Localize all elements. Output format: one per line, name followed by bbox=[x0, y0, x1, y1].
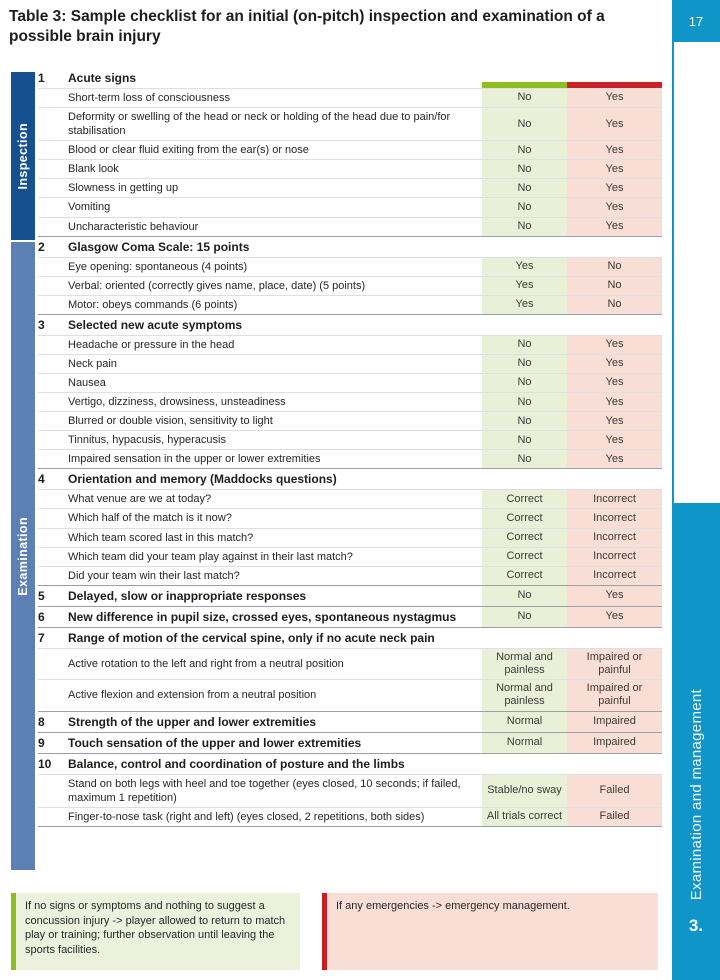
no-concussion-note-text: If no signs or symptoms and nothing to suggest a concussion injury -> player allowed to return to match play or training; further observation until leaving the sports facilities. bbox=[25, 900, 286, 956]
row-number-spacer bbox=[38, 490, 68, 508]
answer-bad-cell: Yes bbox=[567, 108, 662, 140]
question-row bbox=[38, 107, 662, 140]
table-section bbox=[38, 732, 662, 753]
answer-bad-cell: Incorrect bbox=[567, 490, 662, 508]
rail-spacer bbox=[672, 42, 720, 503]
answer-good-cell: Normal and painless bbox=[482, 680, 567, 710]
question-text: Which team did your team play against in their last match? bbox=[68, 550, 353, 563]
answer-bad-cell: No bbox=[567, 277, 662, 295]
answer-good-cell: Yes bbox=[482, 296, 567, 314]
question-row bbox=[38, 648, 662, 679]
row-number-spacer bbox=[38, 218, 68, 236]
row-number-spacer bbox=[38, 393, 68, 411]
row-number-spacer bbox=[38, 509, 68, 527]
answer-bad-cell: Yes bbox=[567, 607, 662, 627]
row-number-spacer bbox=[38, 649, 68, 679]
answer-bad-cell: No bbox=[567, 296, 662, 314]
row-number-spacer bbox=[38, 808, 68, 826]
answer-good-cell: Correct bbox=[482, 548, 567, 566]
row-number-spacer bbox=[38, 567, 68, 585]
question-row bbox=[38, 449, 662, 468]
answer-bad-cell: Impaired or painful bbox=[567, 680, 662, 710]
row-number-spacer bbox=[38, 775, 68, 807]
answer-good-cell: No bbox=[482, 160, 567, 178]
row-number-spacer bbox=[38, 336, 68, 354]
question-row bbox=[38, 140, 662, 159]
answer-good-cell: No bbox=[482, 218, 567, 236]
question-row bbox=[38, 807, 662, 826]
section-number: 4 bbox=[38, 472, 45, 487]
section-header-row bbox=[38, 733, 662, 753]
answer-good-cell: No bbox=[482, 89, 567, 107]
question-text: Motor: obeys commands (6 points) bbox=[68, 298, 238, 311]
section-title: Range of motion of the cervical spine, only if no acute neck pain bbox=[68, 630, 435, 645]
section-title: New difference in pupil size, crossed eyes, spontaneous nystagmus bbox=[68, 609, 457, 624]
section-number: 10 bbox=[38, 756, 52, 771]
answer-good-cell: No bbox=[482, 450, 567, 468]
answer-good-cell: No bbox=[482, 374, 567, 392]
question-row bbox=[38, 276, 662, 295]
section-number: 3 bbox=[38, 317, 45, 332]
phase-bar-inspection bbox=[11, 72, 35, 240]
row-number-spacer bbox=[38, 431, 68, 449]
row-number-spacer bbox=[38, 412, 68, 430]
question-row bbox=[38, 430, 662, 449]
answer-good-cell: No bbox=[482, 586, 567, 606]
answer-bad-cell: Incorrect bbox=[567, 529, 662, 547]
answer-bad-cell: Yes bbox=[567, 160, 662, 178]
question-row bbox=[38, 774, 662, 807]
question-row bbox=[38, 354, 662, 373]
answer-good-cell: Stable/no sway bbox=[482, 775, 567, 807]
answer-good-cell: Correct bbox=[482, 509, 567, 527]
answer-bad-cell: Yes bbox=[567, 412, 662, 430]
row-number-spacer bbox=[38, 141, 68, 159]
section-header-row bbox=[38, 628, 662, 648]
question-row bbox=[38, 178, 662, 197]
table-section bbox=[38, 606, 662, 627]
row-number-spacer bbox=[38, 108, 68, 140]
answer-bad-cell: Yes bbox=[567, 336, 662, 354]
row-number-spacer bbox=[38, 355, 68, 373]
answer-good-cell: No bbox=[482, 198, 567, 216]
row-number-spacer bbox=[38, 258, 68, 276]
answer-bad-cell: Yes bbox=[567, 198, 662, 216]
answer-good-cell: No bbox=[482, 412, 567, 430]
row-number-spacer bbox=[38, 450, 68, 468]
table-section bbox=[38, 711, 662, 732]
question-text: Deformity or swelling of the head or neck or holding of the head due to pain/for stabilisation bbox=[68, 111, 451, 138]
section-title: Touch sensation of the upper and lower extremities bbox=[68, 735, 362, 750]
answer-bad-cell: Failed bbox=[567, 808, 662, 826]
table-section bbox=[38, 468, 662, 584]
section-title: Glasgow Coma Scale: 15 points bbox=[68, 239, 250, 254]
question-text: What venue are we at today? bbox=[68, 493, 212, 506]
question-text: Which team scored last in this match? bbox=[68, 531, 254, 544]
row-number-spacer bbox=[38, 374, 68, 392]
answer-bad-cell: Yes bbox=[567, 586, 662, 606]
green-header-bar bbox=[482, 82, 567, 88]
phase-bar-examination bbox=[11, 242, 35, 870]
question-row bbox=[38, 88, 662, 107]
answer-bad-cell: Incorrect bbox=[567, 567, 662, 585]
question-text: Eye opening: spontaneous (4 points) bbox=[68, 260, 248, 273]
section-title: Balance, control and coordination of posture and the limbs bbox=[68, 756, 405, 771]
answer-bad-cell: Impaired bbox=[567, 733, 662, 753]
question-row bbox=[38, 508, 662, 527]
answer-good-cell: Yes bbox=[482, 258, 567, 276]
checklist-table bbox=[38, 68, 662, 827]
phase-label-examination: Examination bbox=[16, 516, 30, 596]
no-concussion-note bbox=[11, 893, 300, 970]
section-title: Delayed, slow or inappropriate responses bbox=[68, 588, 307, 603]
question-row bbox=[38, 528, 662, 547]
row-number-spacer bbox=[38, 160, 68, 178]
question-text: Impaired sensation in the upper or lower extremities bbox=[68, 453, 321, 466]
answer-good-cell: Normal and painless bbox=[482, 649, 567, 679]
section-header-row bbox=[38, 68, 662, 88]
answer-bad-cell: Incorrect bbox=[567, 509, 662, 527]
answer-bad-cell: Yes bbox=[567, 393, 662, 411]
question-text: Finger-to-nose task (right and left) (eyes closed, 2 repetitions, both sides) bbox=[68, 810, 425, 823]
answer-bad-cell: Yes bbox=[567, 179, 662, 197]
question-text: Blood or clear fluid exiting from the ear(s) or nose bbox=[68, 144, 309, 157]
question-text: Blank look bbox=[68, 163, 119, 176]
answer-bad-cell: No bbox=[567, 258, 662, 276]
red-header-bar bbox=[567, 82, 662, 88]
table-section bbox=[38, 627, 662, 711]
table-section bbox=[38, 753, 662, 826]
answer-good-cell: No bbox=[482, 607, 567, 627]
section-title: Orientation and memory (Maddocks questions) bbox=[68, 472, 337, 487]
section-header-row bbox=[38, 754, 662, 774]
answer-bad-cell: Impaired bbox=[567, 712, 662, 732]
answer-good-cell: Normal bbox=[482, 733, 567, 753]
section-title: Selected new acute symptoms bbox=[68, 317, 243, 332]
answer-bad-cell: Yes bbox=[567, 450, 662, 468]
table-section bbox=[38, 314, 662, 469]
answer-good-cell: All trials correct bbox=[482, 808, 567, 826]
question-text: Headache or pressure in the head bbox=[68, 338, 235, 351]
row-number-spacer bbox=[38, 277, 68, 295]
row-number-spacer bbox=[38, 198, 68, 216]
question-text: Tinnitus, hypacusis, hyperacusis bbox=[68, 434, 226, 447]
question-row bbox=[38, 197, 662, 216]
question-text: Nausea bbox=[68, 377, 106, 390]
question-row bbox=[38, 411, 662, 430]
answer-good-cell: No bbox=[482, 141, 567, 159]
page-number: 17 bbox=[672, 0, 720, 42]
phase-label-inspection: Inspection bbox=[16, 122, 30, 190]
section-title: Strength of the upper and lower extremities bbox=[68, 714, 317, 729]
section-header-row bbox=[38, 315, 662, 335]
section-number: 6 bbox=[38, 609, 45, 624]
answer-bad-cell: Incorrect bbox=[567, 548, 662, 566]
question-text: Slowness in getting up bbox=[68, 182, 179, 195]
question-row bbox=[38, 489, 662, 508]
question-row bbox=[38, 295, 662, 314]
chapter-number: 3. bbox=[688, 916, 704, 935]
question-text: Vomiting bbox=[68, 201, 111, 214]
section-number: 2 bbox=[38, 239, 45, 254]
section-header-row bbox=[38, 586, 662, 606]
question-text: Active rotation to the left and right from a neutral position bbox=[68, 657, 344, 670]
answer-bad-cell: Yes bbox=[567, 431, 662, 449]
answer-good-cell: No bbox=[482, 355, 567, 373]
question-text: Blurred or double vision, sensitivity to light bbox=[68, 415, 273, 428]
page-title: Table 3: Sample checklist for an initial (on-pitch) inspection and examination of a possible brain injury bbox=[9, 8, 605, 46]
right-rail bbox=[672, 0, 720, 980]
question-text: Which half of the match is it now? bbox=[68, 512, 232, 525]
answer-good-cell: Correct bbox=[482, 529, 567, 547]
question-text: Did your team win their last match? bbox=[68, 569, 240, 582]
answer-bad-cell: Yes bbox=[567, 89, 662, 107]
chapter-tab bbox=[672, 503, 720, 980]
answer-good-cell: No bbox=[482, 393, 567, 411]
answer-good-cell: No bbox=[482, 336, 567, 354]
table-section bbox=[38, 236, 662, 314]
question-row bbox=[38, 566, 662, 585]
answer-good-cell: Correct bbox=[482, 490, 567, 508]
answer-bad-cell: Yes bbox=[567, 374, 662, 392]
question-row bbox=[38, 217, 662, 236]
answer-good-cell: Correct bbox=[482, 567, 567, 585]
question-text: Short-term loss of consciousness bbox=[68, 92, 231, 104]
section-number: 1 bbox=[38, 71, 45, 85]
question-row bbox=[38, 257, 662, 276]
emergency-note-text: If any emergencies -> emergency management. bbox=[336, 900, 570, 912]
row-number-spacer bbox=[38, 296, 68, 314]
table-section bbox=[38, 68, 662, 236]
question-text: Vertigo, dizziness, drowsiness, unsteadiness bbox=[68, 396, 286, 409]
answer-good-cell: Normal bbox=[482, 712, 567, 732]
answer-good-cell: No bbox=[482, 179, 567, 197]
question-text: Verbal: oriented (correctly gives name, place, date) (5 points) bbox=[68, 279, 366, 292]
answer-good-cell: No bbox=[482, 431, 567, 449]
question-text: Neck pain bbox=[68, 357, 117, 370]
question-row bbox=[38, 392, 662, 411]
row-number-spacer bbox=[38, 89, 68, 107]
emergency-note bbox=[322, 893, 658, 970]
question-row bbox=[38, 547, 662, 566]
question-row bbox=[38, 159, 662, 178]
answer-bad-cell: Yes bbox=[567, 355, 662, 373]
answer-bad-cell: Yes bbox=[567, 141, 662, 159]
question-row bbox=[38, 335, 662, 354]
chapter-tab-label: Examination and management bbox=[687, 688, 705, 900]
section-header-row bbox=[38, 237, 662, 257]
row-number-spacer bbox=[38, 680, 68, 710]
section-title: Acute signs bbox=[68, 71, 137, 85]
row-number-spacer bbox=[38, 179, 68, 197]
section-number: 9 bbox=[38, 735, 45, 750]
section-number: 5 bbox=[38, 588, 45, 603]
row-number-spacer bbox=[38, 529, 68, 547]
section-number: 7 bbox=[38, 630, 45, 645]
answer-bad-cell: Failed bbox=[567, 775, 662, 807]
section-header-row bbox=[38, 712, 662, 732]
answer-bad-cell: Yes bbox=[567, 218, 662, 236]
answer-bad-cell: Impaired or painful bbox=[567, 649, 662, 679]
answer-good-cell: No bbox=[482, 108, 567, 140]
answer-good-cell: Yes bbox=[482, 277, 567, 295]
question-text: Uncharacteristic behaviour bbox=[68, 220, 199, 233]
question-row bbox=[38, 373, 662, 392]
question-text: Active flexion and extension from a neutral position bbox=[68, 689, 317, 702]
question-row bbox=[38, 679, 662, 710]
table-section bbox=[38, 585, 662, 606]
section-number: 8 bbox=[38, 714, 45, 729]
section-header-row bbox=[38, 607, 662, 627]
section-header-row bbox=[38, 469, 662, 489]
row-number-spacer bbox=[38, 548, 68, 566]
question-text: Stand on both legs with heel and toe together (eyes closed, 10 seconds; if failed, maximum 1 repetition) bbox=[68, 777, 461, 804]
